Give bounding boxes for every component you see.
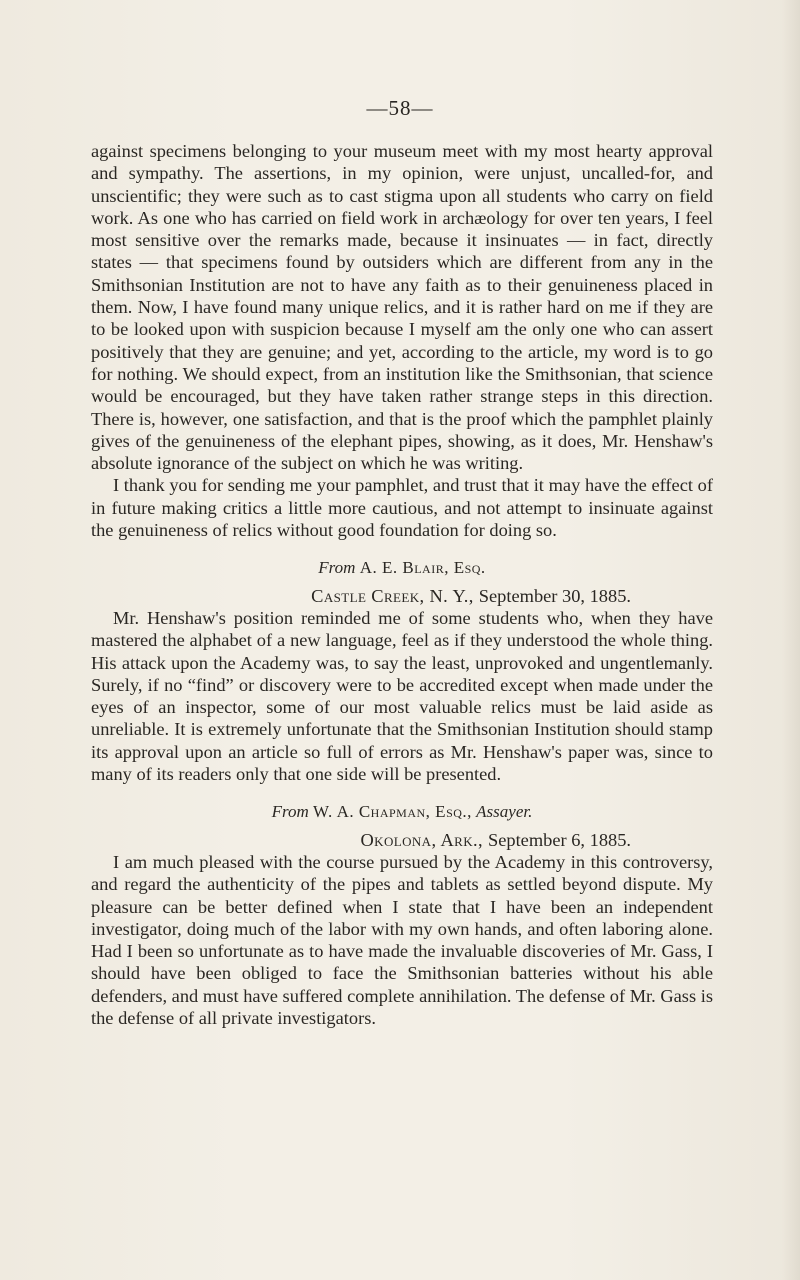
letter3-heading <box>91 801 713 823</box>
letter3-dateline <box>91 829 713 851</box>
letter3-place: Okolona, Ark., <box>360 829 483 850</box>
letter2-place: Castle Creek, N. Y., <box>311 585 474 606</box>
letter1-paragraph-closing: I thank you for sending me your pamphlet, and trust that it may have the effect of in future making critics a little more cautious, and not attempt to insinuate against the genuineness of relics without good foundation for doing so. <box>91 475 713 541</box>
letter2-author: A. E. Blair, Esq. <box>359 558 486 578</box>
page-edge-shadow <box>782 0 800 1280</box>
letter2-dateline <box>91 585 713 607</box>
letter3-date: September 6, 1885. <box>487 829 631 850</box>
letter2-heading <box>91 557 713 579</box>
letter2-from-label: From <box>318 558 356 578</box>
page-body <box>91 140 713 1029</box>
letter2-body: Mr. Henshaw's position reminded me of some students who, when they have mastered the alphabet of a new language, feel as if they understood the whole thing. His attack upon the Academy was, to say the least, unprovoked and ungentlemanly. Surely, if no “find” or discovery were to be accredited except when made under the eyes of an inspector, some of our most valuable relics must be laid aside as unreliable. It is extremely unfortunate that the Smithsonian Institution should stamp its approval upon an article so full of errors as Mr. Henshaw's paper was, since to many of its readers only that one side will be presented. <box>91 607 713 785</box>
page-number: —58— <box>366 96 434 120</box>
letter3-body: I am much pleased with the course pursued by the Academy in this controversy, and regard the authenticity of the pipes and tablets as settled beyond dispute. My pleasure can be better defined when I state that I have been an independent investigator, doing much of the labor with my own hands, and often laboring alone. Had I been so unfortunate as to have made the invaluable discoveries of Mr. Gass, I should have been obliged to face the Smithsonian batteries without his able defenders, and must have suffered complete annihilation. The defense of Mr. Gass is the defense of all private investigators. <box>91 851 713 1028</box>
letter3-from-label: From <box>271 802 309 822</box>
letter3-author: W. A. Chapman, Esq., <box>313 802 472 822</box>
letter3-role: Assayer. <box>476 802 533 822</box>
letter1-paragraph-continued: against specimens belonging to your museum meet with my most hearty approval and sympathy. The assertions, in my opinion, were unjust, uncalled-for, and unscientific; they were such as to cast stigma upon all students who carry on field work. As one who has carried on field work in archæology for over ten years, I feel most sensitive over the remarks made, because it insinuates — in fact, directly states — that specimens found by outsiders which are different from any in the Smithsonian Institution are not to have any faith as to their genuineness placed in them. Now, I have found many unique relics, and it is rather hard on me if they are to be looked upon with suspicion because I myself am the only one who can assert positively that they are genuine; and yet, according to the article, my word is to go for nothing. We should expect, from an institution like the Smithsonian, that science would be encouraged, but they have taken rather strange steps in this direction. There is, however, one satisfaction, and that is the proof which the pamphlet plainly gives of the genuineness of the elephant pipes, showing, as it does, Mr. Henshaw's absolute ignorance of the subject on which he was writing. <box>91 141 713 474</box>
letter2-date: September 30, 1885. <box>478 585 631 606</box>
